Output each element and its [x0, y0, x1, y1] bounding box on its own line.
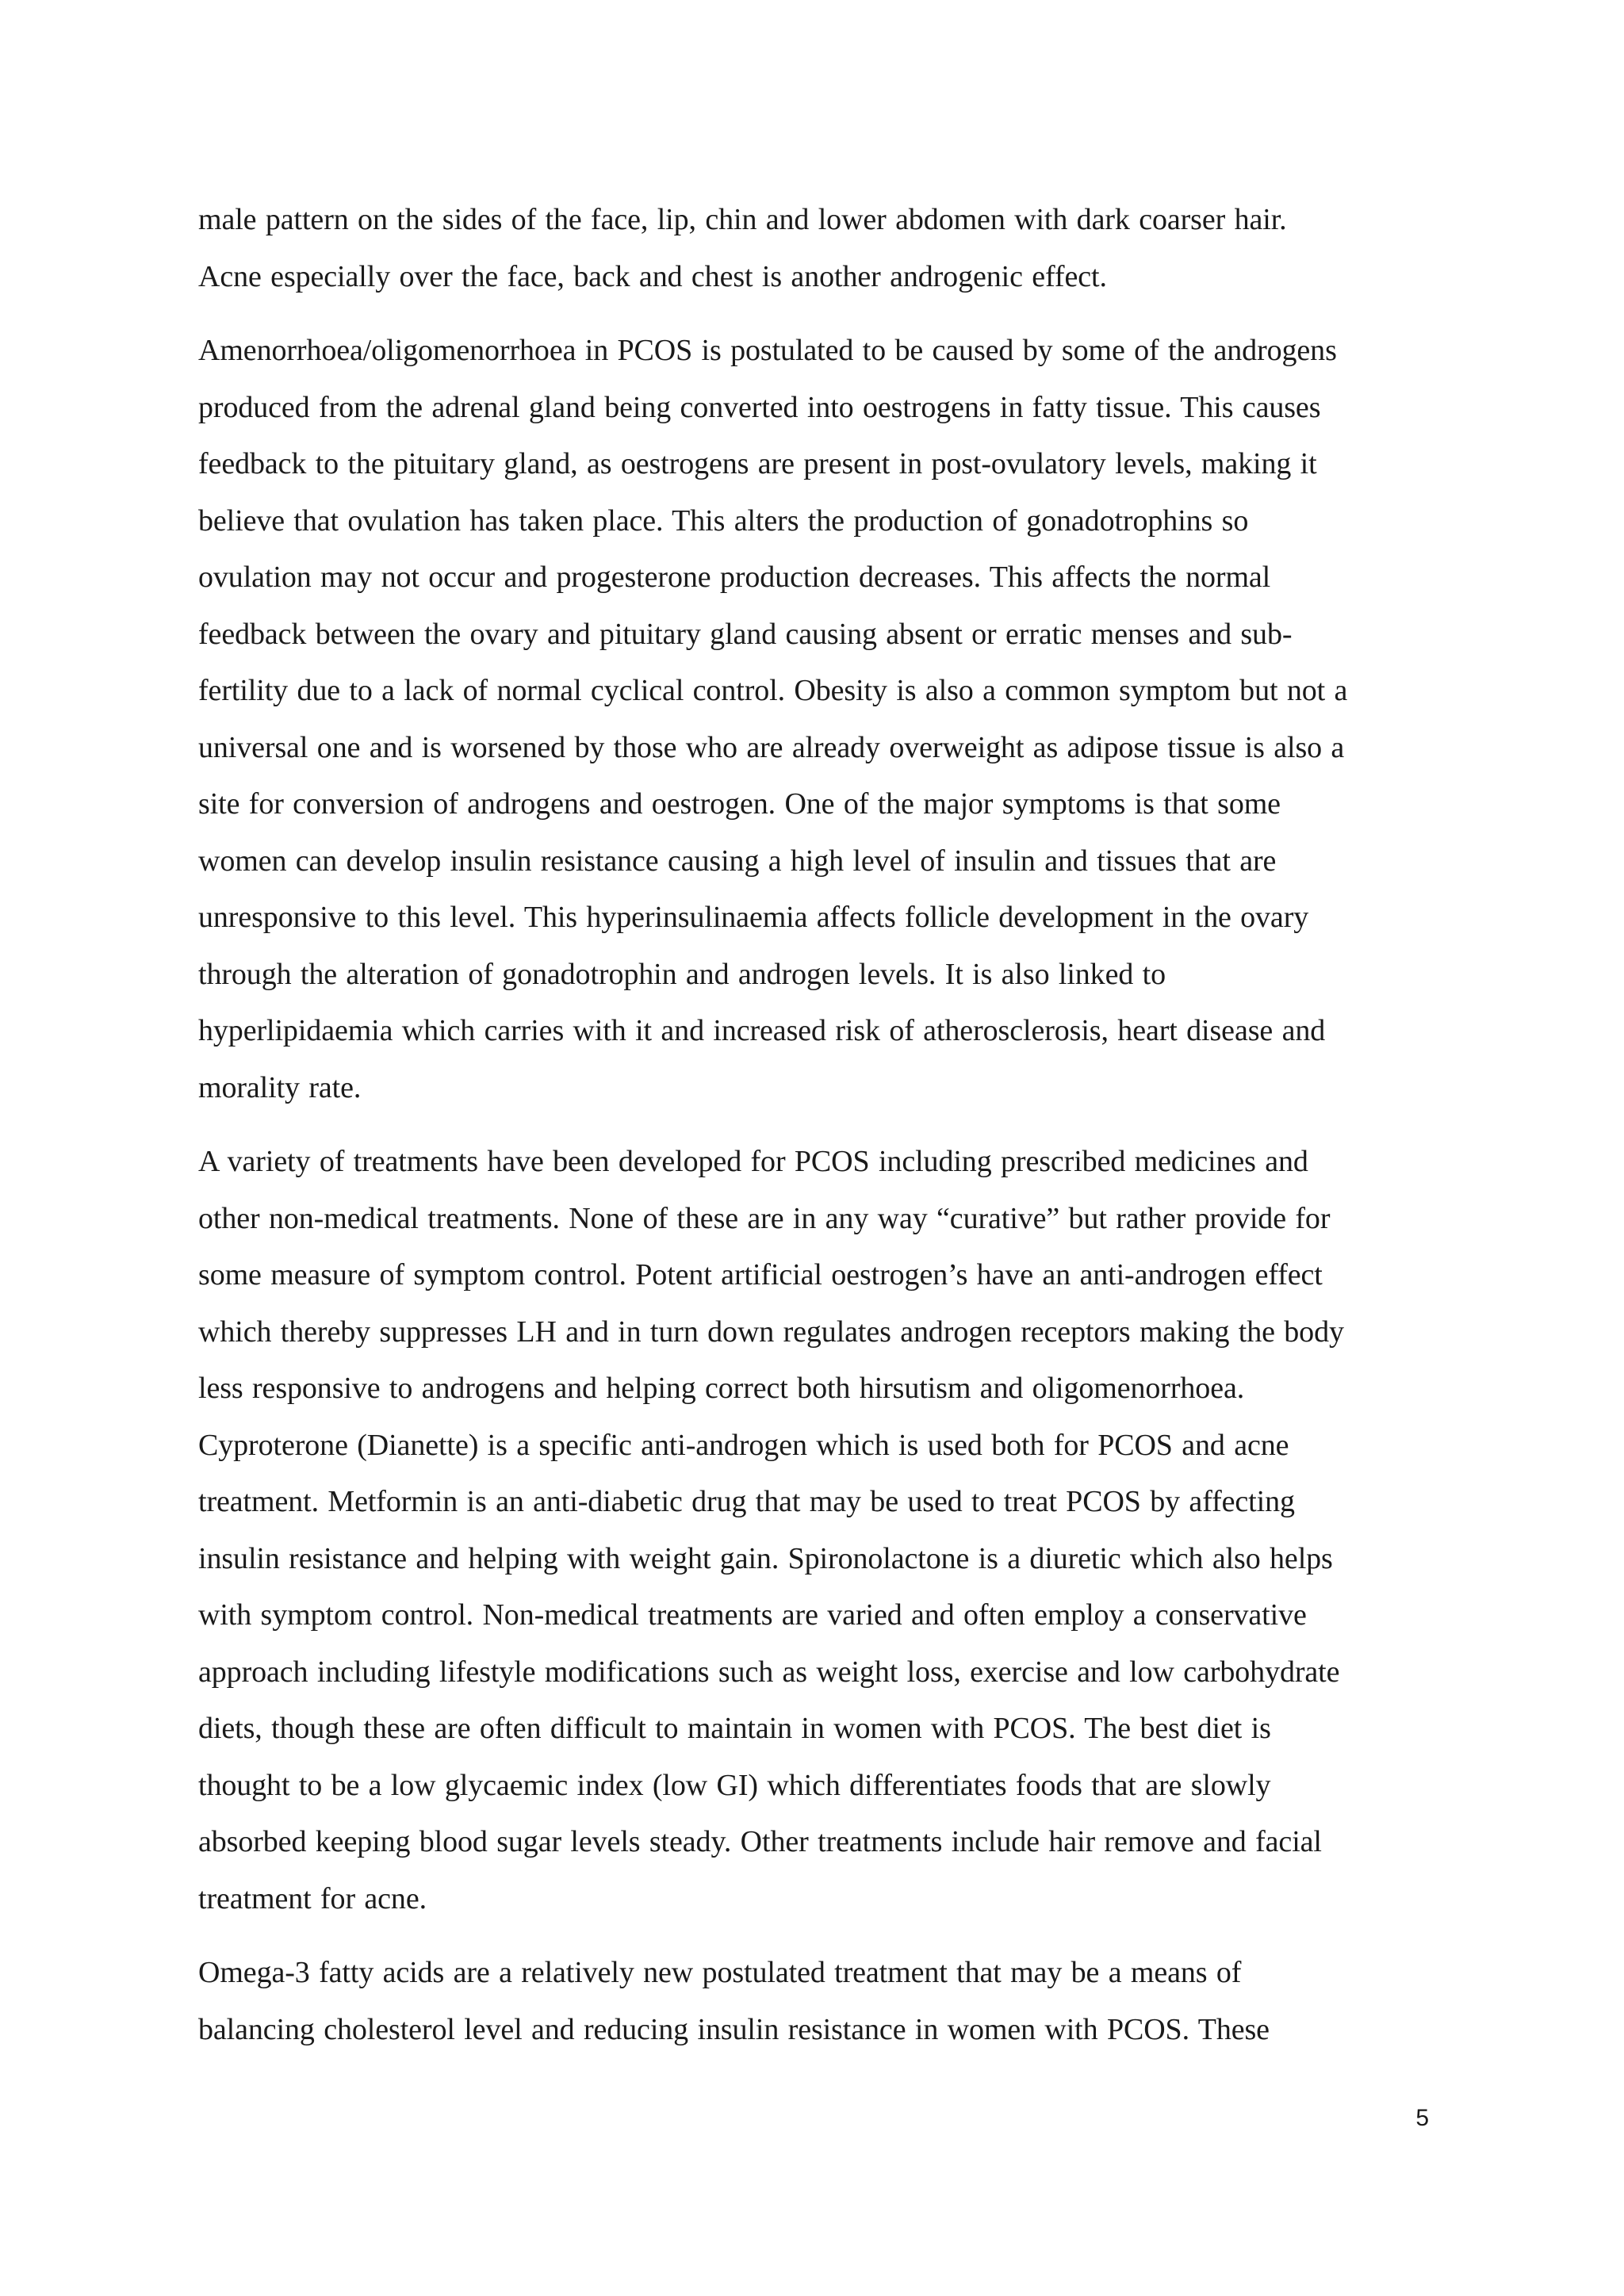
- text-line: ovulation may not occur and progesterone production decreases. This affects the normal: [198, 561, 1271, 594]
- text-line: unresponsive to this level. This hyperinsulinaemia affects follicle development in the ovary: [198, 901, 1309, 934]
- text-line: fertility due to a lack of normal cyclical control. Obesity is also a common symptom but not a: [198, 674, 1348, 707]
- text-line: hyperlipidaemia which carries with it and increased risk of atherosclerosis, heart disease and: [198, 1014, 1326, 1047]
- paragraph-omega-3: [198, 1945, 1443, 2058]
- text-line: treatment. Metformin is an anti-diabetic drug that may be used to treat PCOS by affecting: [198, 1485, 1295, 1518]
- text-line: absorbed keeping blood sugar levels steady. Other treatments include hair remove and facial: [198, 1825, 1322, 1858]
- text-line: produced from the adrenal gland being converted into oestrogens in fatty tissue. This causes: [198, 390, 1321, 424]
- text-line: universal one and is worsened by those who are already overweight as adipose tissue is also a: [198, 730, 1345, 764]
- text-line: some measure of symptom control. Potent artificial oestrogen’s have an anti-androgen effect: [198, 1258, 1323, 1292]
- text-line: through the alteration of gonadotrophin and androgen levels. It is also linked to: [198, 957, 1166, 991]
- text-line: morality rate.: [198, 1070, 362, 1104]
- text-line: Omega-3 fatty acids are a relatively new postulated treatment that may be a means of: [198, 1956, 1242, 1989]
- text-line: balancing cholesterol level and reducing insulin resistance in women with PCOS. These: [198, 2012, 1270, 2046]
- text-line: feedback to the pituitary gland, as oestrogens are present in post-ovulatory levels, making it: [198, 447, 1317, 480]
- paragraph-androgenic-effects: [198, 192, 1443, 305]
- text-line: site for conversion of androgens and oestrogen. One of the major symptoms is that some: [198, 787, 1281, 821]
- text-line: Acne especially over the face, back and chest is another androgenic effect.: [198, 259, 1107, 293]
- body-text: [198, 192, 1443, 2076]
- page-number: 5: [1415, 2105, 1429, 2131]
- paragraph-treatments: [198, 1134, 1443, 1927]
- text-line: women can develop insulin resistance causing a high level of insulin and tissues that are: [198, 844, 1277, 878]
- text-line: other non-medical treatments. None of these are in any way “curative” but rather provide for: [198, 1201, 1331, 1235]
- text-line: believe that ovulation has taken place. This alters the production of gonadotrophins so: [198, 503, 1249, 538]
- text-line: thought to be a low glycaemic index (low GI) which differentiates foods that are slowly: [198, 1768, 1271, 1802]
- text-line: diets, though these are often difficult to maintain in women with PCOS. The best diet is: [198, 1712, 1271, 1745]
- text-line: male pattern on the sides of the face, lip, chin and lower abdomen with dark coarser hair.: [198, 203, 1287, 236]
- text-line: less responsive to androgens and helping correct both hirsutism and oligomenorrhoea.: [198, 1372, 1245, 1405]
- text-line: Cyproterone (Dianette) is a specific anti-androgen which is used both for PCOS and acne: [198, 1428, 1289, 1462]
- text-line: A variety of treatments have been developed for PCOS including prescribed medicines and: [198, 1145, 1308, 1178]
- text-line: insulin resistance and helping with weight gain. Spironolactone is a diuretic which also helps: [198, 1541, 1333, 1575]
- text-line: which thereby suppresses LH and in turn down regulates androgen receptors making the body: [198, 1314, 1344, 1349]
- text-line: with symptom control. Non-medical treatments are varied and often employ a conservative: [198, 1598, 1307, 1632]
- text-line: feedback between the ovary and pituitary gland causing absent or erratic menses and sub-: [198, 617, 1293, 651]
- paragraph-amenorrhoea: [198, 323, 1443, 1116]
- text-line: treatment for acne.: [198, 1881, 427, 1915]
- text-line: Amenorrhoea/oligomenorrhoea in PCOS is postulated to be caused by some of the androgens: [198, 334, 1337, 367]
- text-line: approach including lifestyle modifications such as weight loss, exercise and low carbohydrate: [198, 1655, 1340, 1689]
